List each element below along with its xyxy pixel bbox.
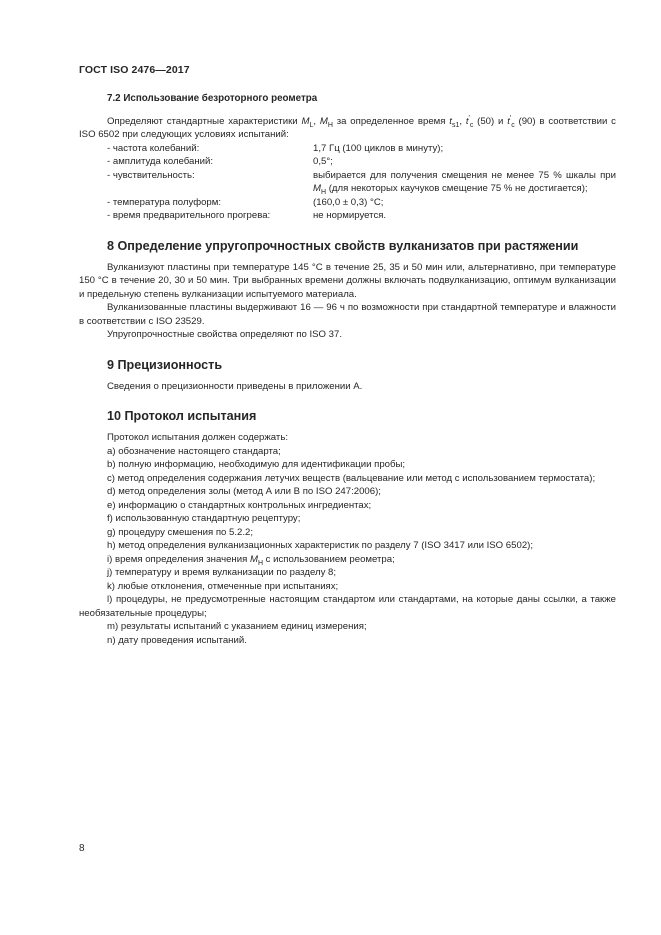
list-item: b) полную информацию, необходимую для идентификации пробы; [107,459,406,470]
condition-row [107,196,616,210]
condition-row [107,209,616,223]
condition-row [107,169,616,196]
condition-value: 1,7 Гц (100 циклов в минуту); [313,142,444,154]
section-title-9: 9 Прецизионность [107,357,223,372]
list-intro: Протокол испытания должен содержать: [107,432,288,443]
condition-label: - чувствительность: [107,169,195,181]
condition-value: не нормируется. [313,210,387,221]
paragraph-7-2-intro: Определяют стандартные характеристики $M_L$, $M_H$ за определенное время $t_{s1}$, $t'_c$ (50) и $t'_c$ (90) в соответствии с ISO 6502 при следующих условиях испытаний: [79,114,616,140]
paragraph-8-1: Вулканизуют пластины при температуре 145 °С в течение 25, 35 и 50 мин или, альтернативно, при температуре 150 °С в течение 20, 30 и 50 мин. Три выбранных времени должны включать подвулканизацию, оптимум вулканизации и предельную степень вулканизации испытуемого материала. [79,261,616,300]
list-item: l) процедуры, не предусмотренные настоящим стандартом или стандартами, на которые даны ссылки, а также необязательные процедуры; [79,594,616,619]
condition-label: - время предварительного прогрева: [107,210,271,221]
condition-value: 0,5°; [313,156,333,167]
paragraph-8-2: Вулканизованные пластины выдерживают 16 — 96 ч по возможности при стандартной температуре и влажности в соответствии с ISO 23529. [79,302,616,327]
condition-value: (160,0 ± 0,3) °С; [313,196,384,208]
page-number: 8 [79,843,85,854]
report-items-list [79,431,616,647]
list-item: j) температуру и время вулканизации по разделу 8; [107,567,337,578]
subsection-title-7-2: 7.2 Использование безроторного реометра [107,93,318,104]
list-item: n) дату проведения испытаний. [107,634,247,646]
list-item: c) метод определения содержания летучих веществ (вальцевание или метод с использованием термостата); [107,472,596,484]
condition-row [107,155,616,169]
list-item: d) метод определения золы (метод А или В по ISO 247:2006); [107,486,381,497]
list-item: e) информацию о стандартных контрольных ингредиентах; [107,499,372,511]
section-title-10: 10 Протокол испытания [107,409,257,423]
list-item: m) результаты испытаний с указанием единиц измерения; [107,621,367,632]
list-item: a) обозначение настоящего стандарта; [107,445,281,457]
list-item: g) процедуру смешения по 5.2.2; [107,526,254,538]
paragraph-8-3: Упругопрочностные свойства определяют по ISO 37. [107,329,343,340]
test-conditions-table [107,142,616,223]
list-item: i) время определения значения $M_H$ с использованием реометра; [107,553,395,567]
list-item: h) метод определения вулканизационных характеристик по разделу 7 (ISO 3417 или ISO 6502); [107,540,534,551]
condition-label: - частота колебаний: [107,142,200,154]
document-header: ГОСТ ISO 2476—2017 [79,64,190,76]
condition-label: - амплитуда колебаний: [107,156,214,167]
list-item: k) любые отклонения, отмеченные при испытаниях; [107,580,339,592]
condition-value: выбирается для получения смещения не менее 75 % шкалы при $M_H$ (для некоторых каучуков смещение 75 % не достигается); [313,169,616,196]
document-body [79,92,616,647]
section-title-8: 8 Определение упругопрочностных свойств вулканизатов при растяжении [107,238,579,253]
list-item: f) использованную стандартную рецептуру; [107,513,301,524]
condition-row [107,142,616,156]
paragraph-9-1: Сведения о прецизионности приведены в приложении А. [107,380,363,392]
condition-label: - температура полуформ: [107,196,222,208]
